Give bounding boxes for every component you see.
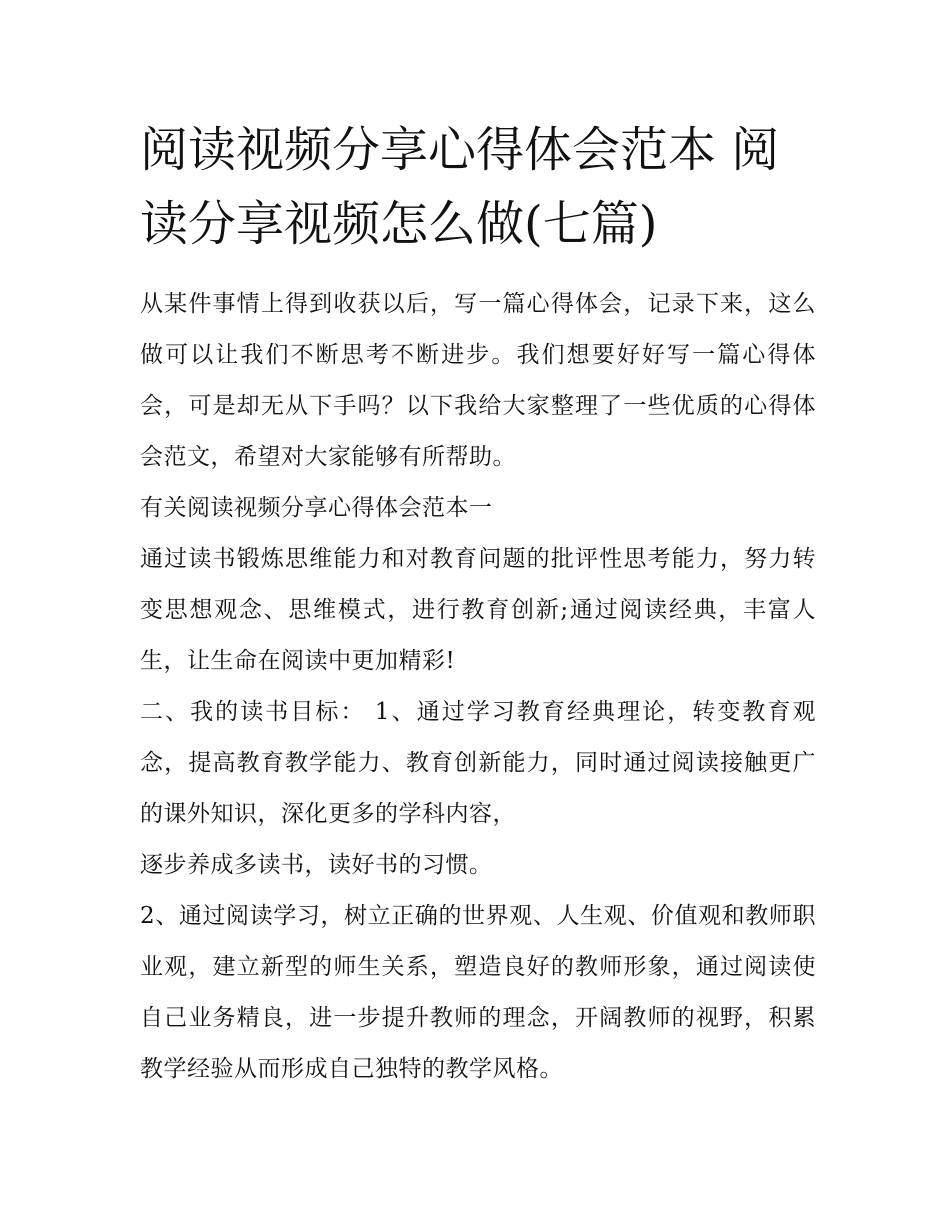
body-paragraph: 逐步养成多读书，读好书的习惯。 (140, 852, 493, 878)
body-paragraph: 二、我的读书目标： 1、通过学习教育经典理论，转变教育观念，提高教育教学能力、教育创新能力，同时通过阅读接触更广的课外知识，深化更多的学科内容， (140, 699, 816, 827)
intro-paragraph: 从某件事情上得到收获以后，写一篇心得体会，记录下来，这么做可以让我们不断思考不断进步。我们想要好好写一篇心得体会，可是却无从下手吗？以下我给大家整理了一些优质的心得体会范文，希望对大家能够有所帮助。 (140, 291, 816, 470)
document-title: 阅读视频分享心得体会范本 阅读分享视频怎么做(七篇) (140, 122, 780, 252)
document-body (140, 279, 816, 1095)
body-paragraph: 通过读书锻炼思维能力和对教育问题的批评性思考能力，努力转变思想观念、思维模式，进行教育创新;通过阅读经典，丰富人生，让生命在阅读中更加精彩! (140, 546, 816, 674)
body-paragraph: 2、通过阅读学习，树立正确的世界观、人生观、价值观和教师职业观，建立新型的师生关系，塑造良好的教师形象，通过阅读使自己业务精良，进一步提升教师的理念，开阔教师的视野，积累教学经验从而形成自己独特的教学风格。 (140, 903, 816, 1082)
section-heading: 有关阅读视频分享心得体会范本一 (140, 495, 493, 521)
